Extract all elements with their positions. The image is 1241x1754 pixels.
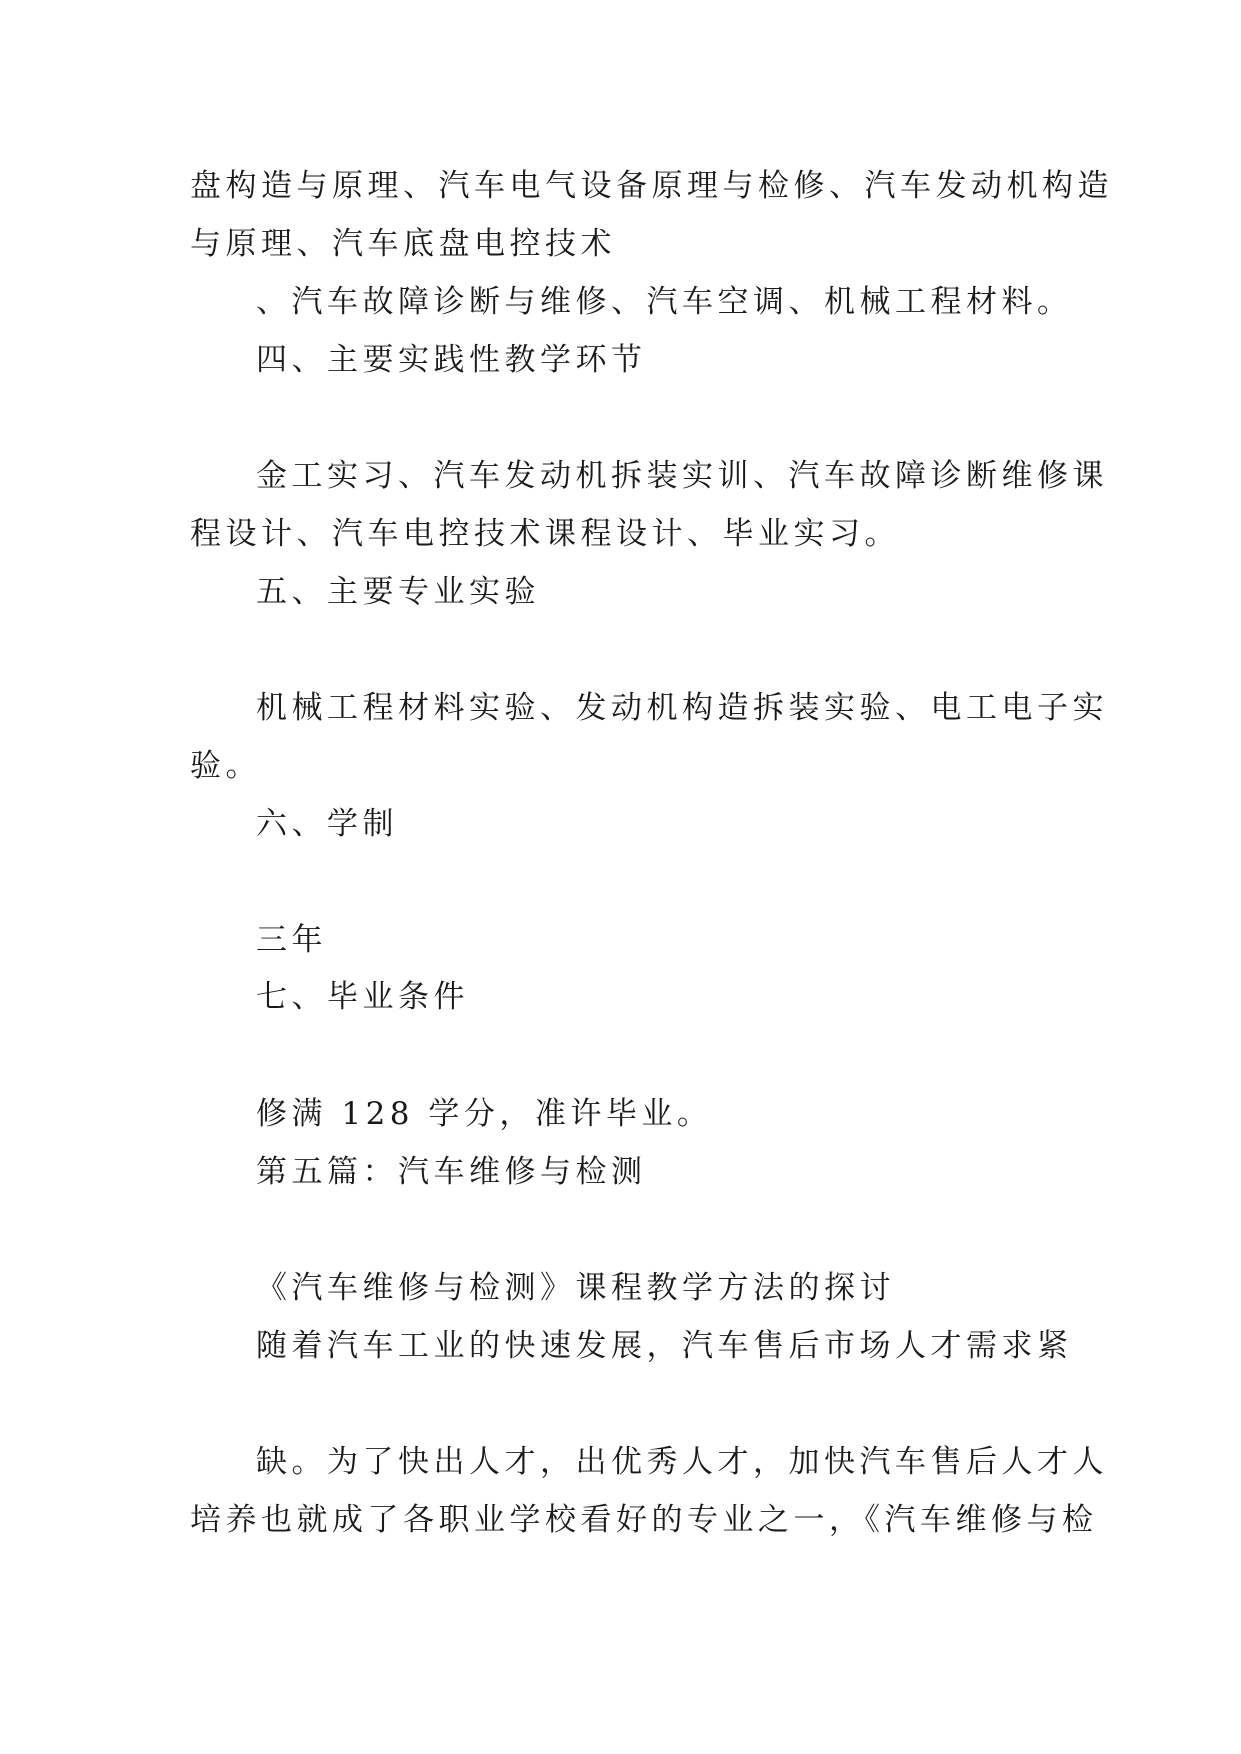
text-line: 、汽车故障诊断与维修、汽车空调、机械工程材料。: [256, 284, 1073, 320]
text-line: 验。: [190, 748, 261, 784]
text-line: 金工实习、汽车发动机拆装实训、汽车故障诊断维修课: [256, 458, 1108, 494]
article-title: 《汽车维修与检测》课程教学方法的探讨: [256, 1270, 895, 1306]
text-line: 与原理、汽车底盘电控技术: [190, 226, 616, 262]
text-line: 三年: [256, 922, 327, 958]
text-line: 缺。为了快出人才，出优秀人才，加快汽车售后人才人: [256, 1444, 1108, 1480]
section-heading: 七、毕业条件: [256, 979, 469, 1015]
text-line: 随着汽车工业的快速发展，汽车售后市场人才需求紧: [256, 1328, 1073, 1364]
text-line: 培养也就成了各职业学校看好的专业之一，《汽车维修与检: [190, 1502, 1098, 1538]
section-heading: 六、学制: [256, 806, 398, 842]
section-heading: 四、主要实践性教学环节: [256, 342, 647, 378]
text-line: 盘构造与原理、汽车电气设备原理与检修、汽车发动机构造: [190, 168, 1113, 204]
text-line: 修满 128 学分，准许毕业。: [256, 1096, 713, 1132]
section-heading: 五、主要专业实验: [256, 574, 540, 610]
text-line: 程设计、汽车电控技术课程设计、毕业实习。: [190, 516, 900, 552]
chapter-heading: 第五篇：汽车维修与检测: [256, 1154, 647, 1190]
text-line: 机械工程材料实验、发动机构造拆装实验、电工电子实: [256, 690, 1108, 726]
